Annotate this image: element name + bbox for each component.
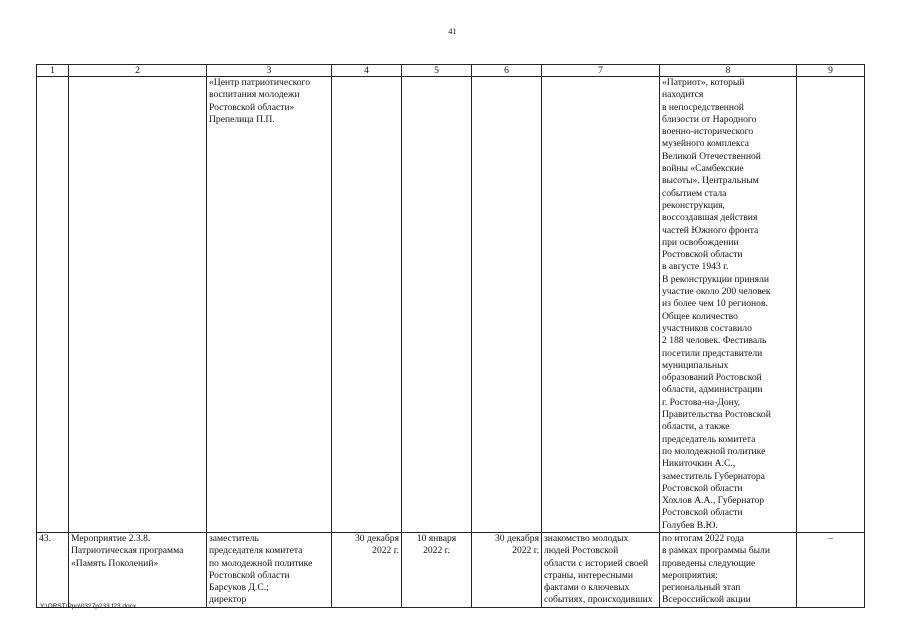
actual-result-cell: «Патриот», который находится в непосредственной близости от Народного военно-исторического музейного комплекса Великой Отечественной войны «Самбекские высоты». Центральным событием стала реконструкция, воссоздавшая действия частей Южного фронта при освобождении Ростовской области в августе 1943 г. В реконструкции приняли участие около 200 человек из более чем 10 регионов. Общее количество участников составило 2 188 человек. Фестиваль посетили представители муниципальных образований Ростовской области, администрации г. Ростова-на-Дону, Правительства Ростовской области, а также председатель комитета по молодежной политике Никиточкин А.С., заместитель Губернатора Ростовской области Хохлов А.А., Губернатор Ростовской области Голубев В.Ю. xyxy=(660,77,797,533)
actual-end-cell: 30 декабря 2022 г. xyxy=(472,532,542,607)
notes-cell: – xyxy=(797,532,865,607)
column-number: 7 xyxy=(542,65,660,77)
measure-cell: Мероприятие 2.3.8. Патриотическая программа «Память Поколений» xyxy=(69,532,207,607)
actual-start-cell: 10 января 2022 г. xyxy=(402,532,472,607)
actual-end-cell xyxy=(472,77,542,533)
row-number-cell xyxy=(37,77,69,533)
column-number: 9 xyxy=(797,65,865,77)
measure-cell xyxy=(69,77,207,533)
column-number: 5 xyxy=(402,65,472,77)
column-number: 6 xyxy=(472,65,542,77)
actual-start-cell xyxy=(402,77,472,533)
actual-result-cell: по итогам 2022 года в рамках программы были проведены следующие мероприятия: региональный этап Всероссийской акции xyxy=(660,532,797,607)
expected-result-cell: знакомство молодых людей Ростовской области с историей своей страны, интересными фактами о ключевых событиях, происходивших xyxy=(542,532,660,607)
expected-result-cell xyxy=(542,77,660,533)
report-table xyxy=(36,64,865,608)
table-row xyxy=(37,532,865,607)
column-number: 8 xyxy=(660,65,797,77)
planned-date-cell: 30 декабря 2022 г. xyxy=(332,532,402,607)
column-number: 3 xyxy=(207,65,332,77)
table-row xyxy=(37,77,865,533)
column-number-row xyxy=(37,65,865,77)
column-number: 1 xyxy=(37,65,69,77)
column-number: 4 xyxy=(332,65,402,77)
row-number-cell: 43. xyxy=(37,532,69,607)
notes-cell xyxy=(797,77,865,533)
responsible-cell: заместитель председателя комитета по молодежной политике Ростовской области Барсуков Д.С.; директор xyxy=(207,532,332,607)
planned-date-cell xyxy=(332,77,402,533)
column-number: 2 xyxy=(69,65,207,77)
footer-file-path: Y:\ORST\Ppo\0327p233.f23.docx xyxy=(40,603,137,610)
responsible-cell: «Центр патриотического воспитания молодежи Ростовской области» Препелица П.П. xyxy=(207,77,332,533)
page-number: 41 xyxy=(448,26,457,36)
